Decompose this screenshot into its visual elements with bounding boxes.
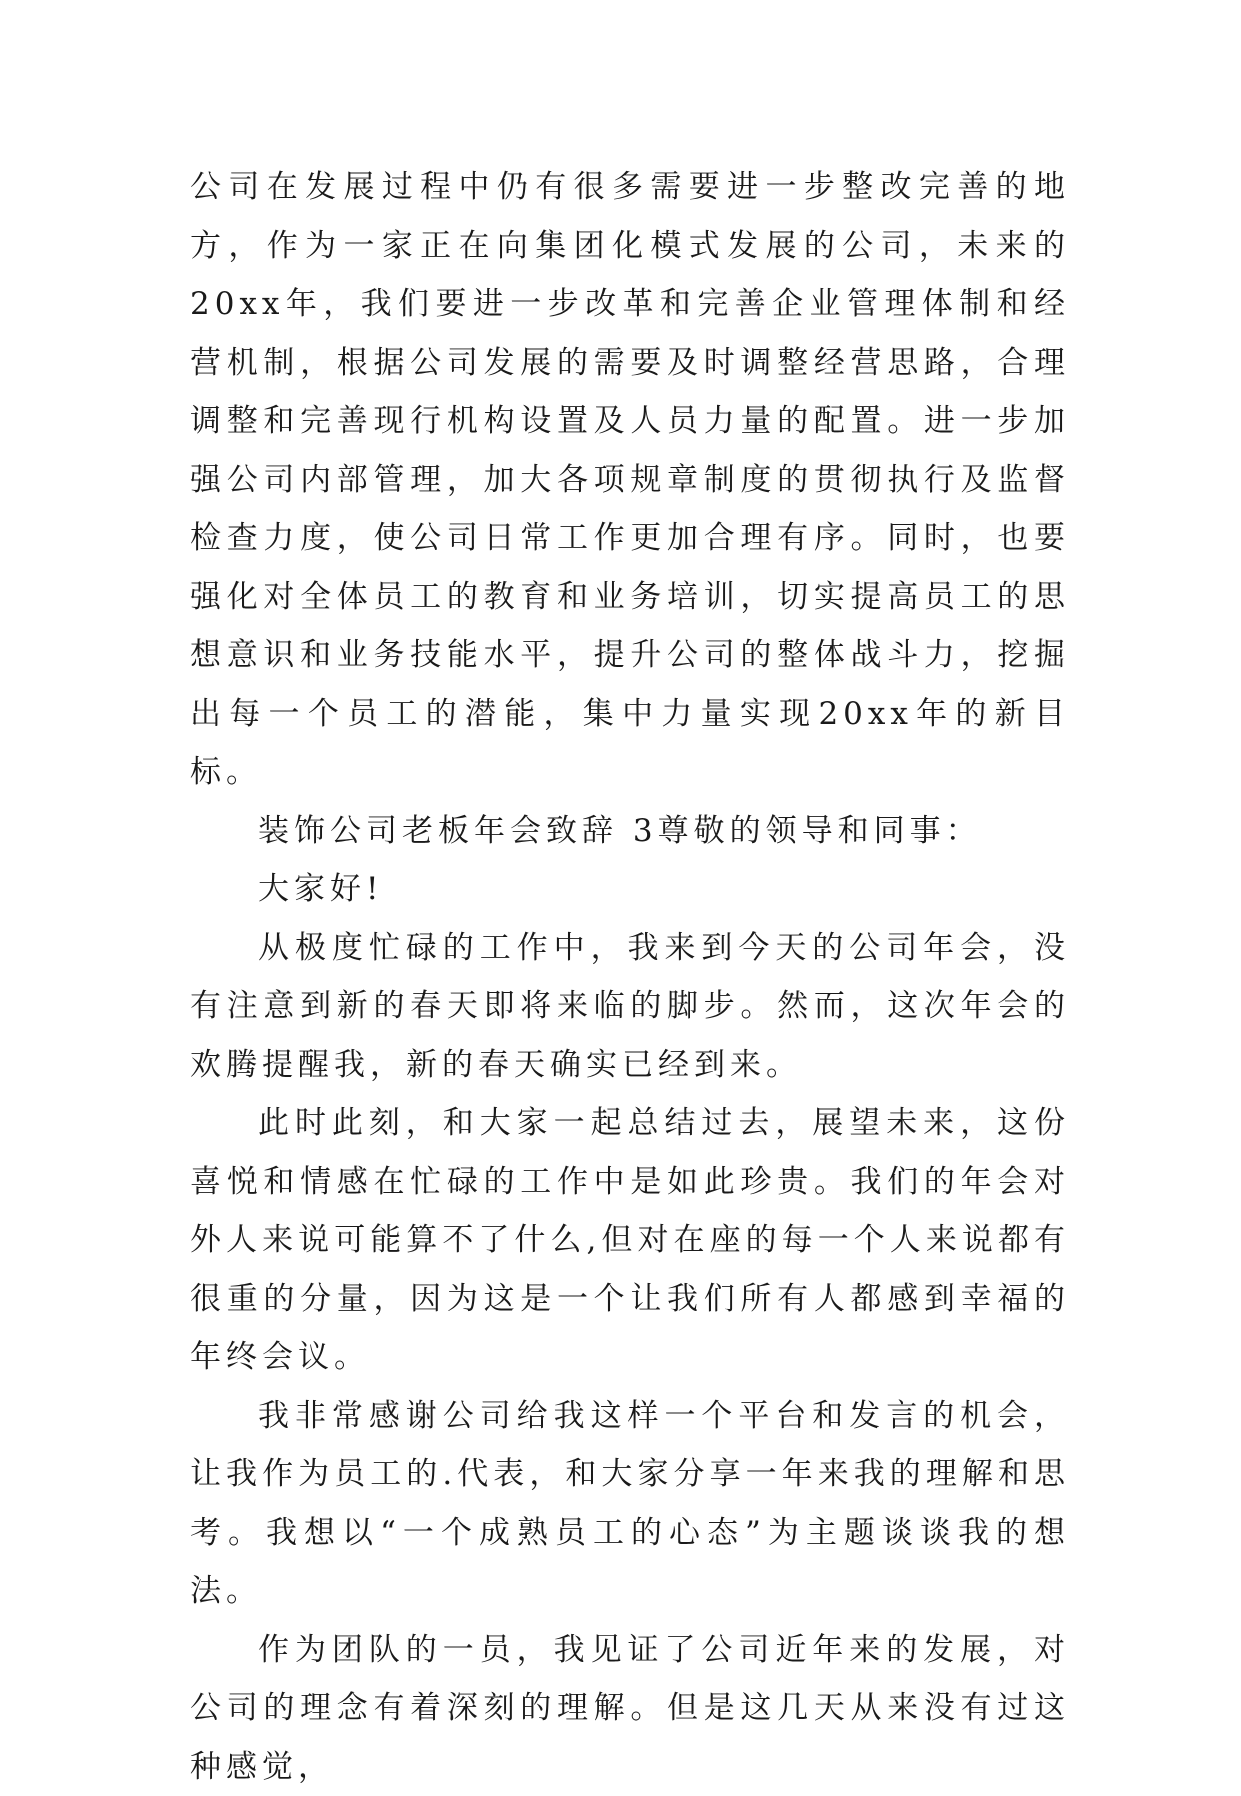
paragraph-continuation: 公司在发展过程中仍有很多需要进一步整改完善的地方，作为一家正在向集团化模式发展的公司，未来的20xx年，我们要进一步改革和完善企业管理体制和经营机制，根据公司发展的需要及时调整经营思路，合理调整和完善现行机构设置及人员力量的配置。进一步加强公司内部管理，加大各项规章制度的贯彻执行及监督检查力度，使公司日常工作更加合理有序。同时，也要强化对全体员工的教育和业务培训，切实提高员工的思想意识和业务技能水平，提升公司的整体战斗力，挖掘出每一个员工的潜能，集中力量实现20xx年的新目标。 xyxy=(190,158,1070,802)
paragraph: 从极度忙碌的工作中，我来到今天的公司年会，没有注意到新的春天即将来临的脚步。然而，这次年会的欢腾提醒我，新的春天确实已经到来。 xyxy=(190,919,1070,1095)
paragraph: 我非常感谢公司给我这样一个平台和发言的机会，让我作为员工的.代表，和大家分享一年来我的理解和思考。我想以“一个成熟员工的心态”为主题谈谈我的想法。 xyxy=(190,1387,1070,1621)
paragraph-heading: 装饰公司老板年会致辞 3尊敬的领导和同事： xyxy=(190,802,1070,861)
paragraph: 作为团队的一员，我见证了公司近年来的发展，对公司的理念有着深刻的理解。但是这几天从来没有过这种感觉， xyxy=(190,1621,1070,1796)
body-text xyxy=(190,158,1070,1796)
paragraph: 此时此刻，和大家一起总结过去，展望未来，这份喜悦和情感在忙碌的工作中是如此珍贵。我们的年会对外人来说可能算不了什么,但对在座的每一个人来说都有很重的分量，因为这是一个让我们所有人都感到幸福的年终会议。 xyxy=(190,1094,1070,1387)
paragraph-greeting: 大家好! xyxy=(190,860,1070,919)
